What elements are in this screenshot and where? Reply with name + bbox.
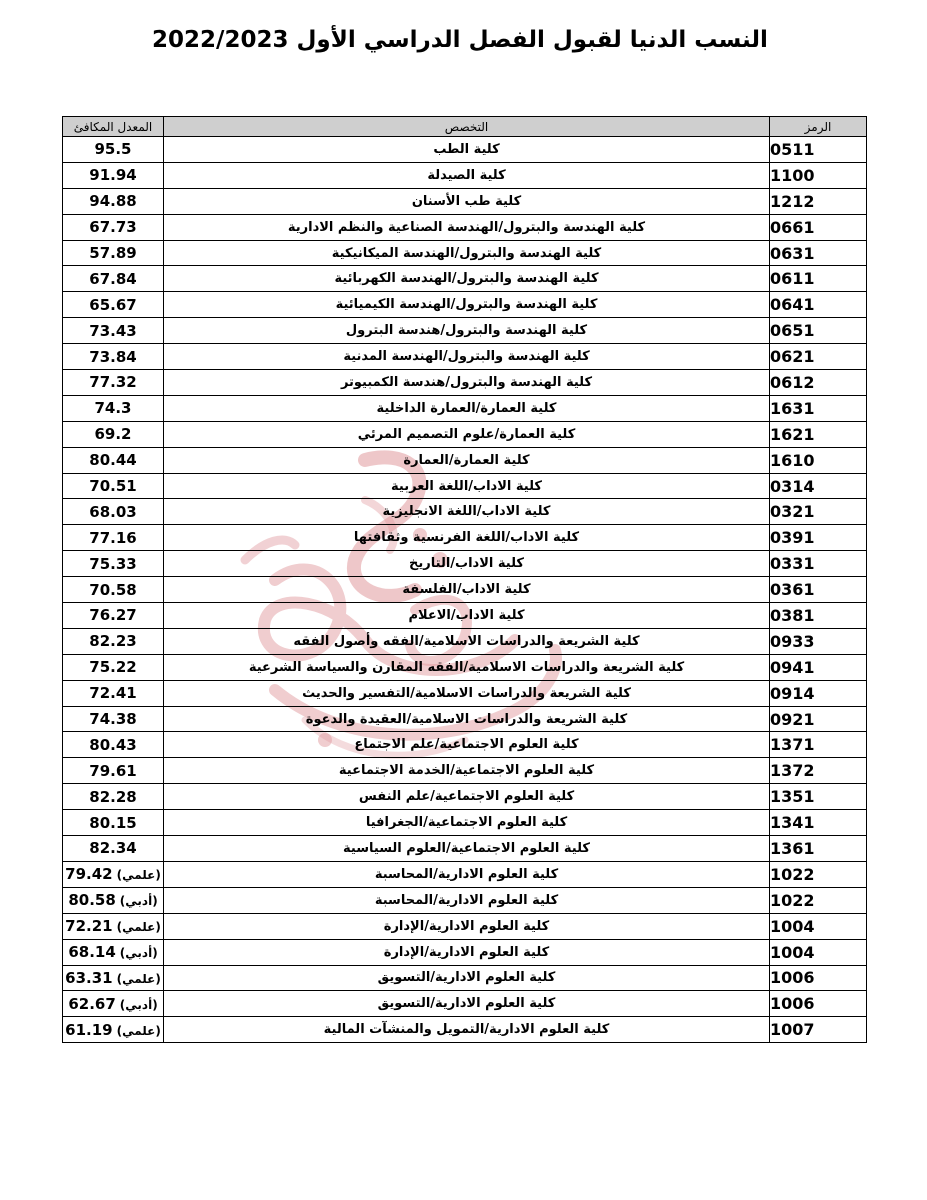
row-specialization: كلية الهندسة والبترول/الهندسة الكيميائية xyxy=(164,292,770,318)
row-code: 1100 xyxy=(770,162,867,188)
row-specialization: كلية العمارة/العمارة الداخلية xyxy=(164,395,770,421)
table-body xyxy=(63,137,867,1043)
row-code: 1004 xyxy=(770,939,867,965)
row-specialization: كلية العلوم الادارية/التسويق xyxy=(164,965,770,991)
row-average-value: 75.33 xyxy=(89,554,137,573)
row-code: 0381 xyxy=(770,603,867,629)
table-row xyxy=(63,732,867,758)
row-specialization: كلية العلوم الادارية/الإدارة xyxy=(164,913,770,939)
row-average-value: 69.2 xyxy=(94,425,132,444)
row-average xyxy=(63,292,164,318)
row-average-track: (علمي) xyxy=(116,1023,161,1038)
header-average: المعدل المكافئ xyxy=(63,117,164,137)
row-average xyxy=(63,421,164,447)
row-code: 1022 xyxy=(770,887,867,913)
row-specialization: كلية العلوم الاجتماعية/علم الاجتماع xyxy=(164,732,770,758)
row-code: 1022 xyxy=(770,861,867,887)
row-average xyxy=(63,499,164,525)
row-average-track: (أدبي) xyxy=(119,997,158,1012)
table-header-row xyxy=(63,117,867,137)
row-code: 0331 xyxy=(770,551,867,577)
row-average-track: (علمي) xyxy=(116,920,161,935)
row-average xyxy=(63,784,164,810)
row-code: 0933 xyxy=(770,628,867,654)
table-row xyxy=(63,525,867,551)
row-average xyxy=(63,577,164,603)
row-specialization: كلية الهندسة والبترول/الهندسة الكهربائية xyxy=(164,266,770,292)
table-row xyxy=(63,861,867,887)
row-average xyxy=(63,473,164,499)
row-code: 0611 xyxy=(770,266,867,292)
row-average-value: 73.84 xyxy=(89,347,137,366)
row-average xyxy=(63,214,164,240)
row-average-value: 80.43 xyxy=(89,735,137,754)
table-row xyxy=(63,188,867,214)
row-average-value: 94.88 xyxy=(89,192,137,211)
row-specialization: كلية العمارة/علوم التصميم المرئي xyxy=(164,421,770,447)
table-row xyxy=(63,939,867,965)
row-specialization: كلية الشريعة والدراسات الاسلامية/الفقه وأصول الفقه xyxy=(164,628,770,654)
row-code: 0631 xyxy=(770,240,867,266)
table-row xyxy=(63,318,867,344)
table-row xyxy=(63,680,867,706)
row-average-value: 68.14 xyxy=(68,943,116,962)
row-average-value: 70.51 xyxy=(89,477,137,496)
row-average-value: 91.94 xyxy=(89,166,137,185)
row-average xyxy=(63,836,164,862)
table-row xyxy=(63,473,867,499)
row-average xyxy=(63,810,164,836)
table-row xyxy=(63,551,867,577)
row-code: 1631 xyxy=(770,395,867,421)
table-row xyxy=(63,292,867,318)
table-row xyxy=(63,499,867,525)
row-code: 1371 xyxy=(770,732,867,758)
header-specialization: التخصص xyxy=(164,117,770,137)
table-row xyxy=(63,603,867,629)
row-specialization: كلية الاداب/اللغة الفرنسية وثقافتها xyxy=(164,525,770,551)
row-average-value: 73.43 xyxy=(89,321,137,340)
row-average xyxy=(63,318,164,344)
row-average-track: (أدبي) xyxy=(119,946,158,961)
table-row xyxy=(63,214,867,240)
row-code: 1007 xyxy=(770,1017,867,1043)
table-row xyxy=(63,965,867,991)
row-average xyxy=(63,732,164,758)
row-average xyxy=(63,654,164,680)
row-specialization: كلية الصيدلة xyxy=(164,162,770,188)
row-average-value: 80.44 xyxy=(89,451,137,470)
table-row xyxy=(63,266,867,292)
row-specialization: كلية العلوم الاجتماعية/الجغرافيا xyxy=(164,810,770,836)
page-title: النسب الدنيا لقبول الفصل الدراسي الأول 2022/2023 xyxy=(152,27,768,53)
row-code: 1361 xyxy=(770,836,867,862)
row-code: 1621 xyxy=(770,421,867,447)
row-code: 1212 xyxy=(770,188,867,214)
row-specialization: كلية العلوم الاجتماعية/الخدمة الاجتماعية xyxy=(164,758,770,784)
row-specialization: كلية الاداب/اللغة الانجليزية xyxy=(164,499,770,525)
row-average-value: 80.15 xyxy=(89,813,137,832)
row-average-value: 57.89 xyxy=(89,244,137,262)
row-average xyxy=(63,939,164,965)
row-average-value: 82.34 xyxy=(89,839,137,858)
row-average-value: 75.22 xyxy=(89,658,137,677)
row-average-track: (علمي) xyxy=(116,971,161,986)
row-average xyxy=(63,965,164,991)
row-average xyxy=(63,137,164,163)
row-code: 0921 xyxy=(770,706,867,732)
row-code: 0612 xyxy=(770,370,867,396)
row-specialization: كلية الهندسة والبترول/الهندسة الصناعية والنظم الادارية xyxy=(164,214,770,240)
row-code: 0641 xyxy=(770,292,867,318)
row-specialization: كلية العلوم الادارية/المحاسبة xyxy=(164,861,770,887)
row-average-value: 74.3 xyxy=(94,399,132,418)
row-average xyxy=(63,758,164,784)
row-average-value: 72.41 xyxy=(89,684,137,703)
row-average xyxy=(63,1017,164,1043)
row-code: 0511 xyxy=(770,137,867,163)
row-specialization: كلية العلوم الاجتماعية/علم النفس xyxy=(164,784,770,810)
row-specialization: كلية العلوم الاجتماعية/العلوم السياسية xyxy=(164,836,770,862)
row-code: 0391 xyxy=(770,525,867,551)
table-row xyxy=(63,421,867,447)
row-code: 1351 xyxy=(770,784,867,810)
row-average-value: 79.61 xyxy=(89,761,137,780)
row-average xyxy=(63,395,164,421)
table-row xyxy=(63,706,867,732)
table-row xyxy=(63,370,867,396)
row-code: 1004 xyxy=(770,913,867,939)
row-average xyxy=(63,913,164,939)
row-code: 1006 xyxy=(770,965,867,991)
row-average-value: 80.58 xyxy=(68,891,116,910)
row-average-value: 72.21 xyxy=(65,917,113,936)
row-average xyxy=(63,551,164,577)
row-specialization: كلية الشريعة والدراسات الاسلامية/العقيدة والدعوة xyxy=(164,706,770,732)
row-specialization: كلية الاداب/الفلسفة xyxy=(164,577,770,603)
row-code: 0321 xyxy=(770,499,867,525)
row-average-value: 63.31 xyxy=(65,968,113,987)
row-code: 0914 xyxy=(770,680,867,706)
row-code: 1006 xyxy=(770,991,867,1017)
row-average-value: 70.58 xyxy=(89,580,137,599)
table-row xyxy=(63,447,867,473)
row-code: 1341 xyxy=(770,810,867,836)
row-specialization: كلية العلوم الادارية/التمويل والمنشآت المالية xyxy=(164,1017,770,1043)
row-code: 0314 xyxy=(770,473,867,499)
row-specialization: كلية الشريعة والدراسات الاسلامية/التفسير والحديث xyxy=(164,680,770,706)
table-row xyxy=(63,654,867,680)
row-specialization: كلية العمارة/العمارة xyxy=(164,447,770,473)
row-average-value: 74.38 xyxy=(89,710,137,729)
row-specialization: كلية الهندسة والبترول/هندسة الكمبيوتر xyxy=(164,370,770,396)
row-average xyxy=(63,370,164,396)
table-row xyxy=(63,577,867,603)
row-average xyxy=(63,706,164,732)
row-code: 0651 xyxy=(770,318,867,344)
row-specialization: كلية الاداب/التاريخ xyxy=(164,551,770,577)
row-average-value: 79.42 xyxy=(65,865,113,884)
row-specialization: كلية العلوم الادارية/الإدارة xyxy=(164,939,770,965)
row-average xyxy=(63,188,164,214)
row-average xyxy=(63,861,164,887)
table-row xyxy=(63,991,867,1017)
row-average-track: (أدبي) xyxy=(119,894,158,909)
table-row xyxy=(63,836,867,862)
table-row xyxy=(63,1017,867,1043)
row-specialization: كلية الاداب/اللغة العربية xyxy=(164,473,770,499)
row-average xyxy=(63,680,164,706)
row-average-value: 77.16 xyxy=(89,528,137,547)
admission-averages-table xyxy=(62,116,867,1043)
row-specialization: كلية العلوم الادارية/المحاسبة xyxy=(164,887,770,913)
row-average-value: 95.5 xyxy=(94,140,132,159)
row-average-value: 68.03 xyxy=(89,502,137,521)
row-average xyxy=(63,603,164,629)
table-row xyxy=(63,810,867,836)
row-specialization: كلية الاداب/الاعلام xyxy=(164,603,770,629)
table-row xyxy=(63,784,867,810)
row-average xyxy=(63,162,164,188)
row-average-value: 61.19 xyxy=(65,1020,113,1039)
row-code: 1610 xyxy=(770,447,867,473)
row-specialization: كلية طب الأسنان xyxy=(164,188,770,214)
table-row xyxy=(63,628,867,654)
row-specialization: كلية الشريعة والدراسات الاسلامية/الفقه المقارن والسياسة الشرعية xyxy=(164,654,770,680)
header-code: الرمز xyxy=(770,117,867,137)
row-code: 0661 xyxy=(770,214,867,240)
row-average xyxy=(63,887,164,913)
row-code: 1372 xyxy=(770,758,867,784)
row-average-track: (علمي) xyxy=(116,868,161,883)
table-row xyxy=(63,758,867,784)
table-row xyxy=(63,240,867,266)
row-average xyxy=(63,991,164,1017)
table-row xyxy=(63,137,867,163)
row-specialization: كلية الهندسة والبترول/الهندسة المدنية xyxy=(164,344,770,370)
table-row xyxy=(63,913,867,939)
row-average-value: 65.67 xyxy=(89,295,137,314)
row-specialization: كلية العلوم الادارية/التسويق xyxy=(164,991,770,1017)
table-row xyxy=(63,887,867,913)
row-average-value: 82.23 xyxy=(89,632,137,651)
row-average xyxy=(63,525,164,551)
row-average xyxy=(63,266,164,292)
row-average-value: 62.67 xyxy=(68,994,116,1013)
row-average-value: 67.73 xyxy=(89,218,137,237)
row-average-value: 67.84 xyxy=(89,269,137,288)
row-code: 0361 xyxy=(770,577,867,603)
row-average xyxy=(63,240,164,266)
row-average xyxy=(63,447,164,473)
row-code: 0621 xyxy=(770,344,867,370)
row-specialization: كلية الهندسة والبترول/هندسة البترول xyxy=(164,318,770,344)
row-specialization: كلية الهندسة والبترول/الهندسة الميكانيكية xyxy=(164,240,770,266)
row-code: 0941 xyxy=(770,654,867,680)
row-average xyxy=(63,628,164,654)
row-specialization: كلية الطب xyxy=(164,137,770,163)
row-average xyxy=(63,344,164,370)
table-row xyxy=(63,344,867,370)
table-row xyxy=(63,162,867,188)
row-average-value: 77.32 xyxy=(89,373,137,392)
table-row xyxy=(63,395,867,421)
row-average-value: 82.28 xyxy=(89,787,137,806)
row-average-value: 76.27 xyxy=(89,606,137,625)
